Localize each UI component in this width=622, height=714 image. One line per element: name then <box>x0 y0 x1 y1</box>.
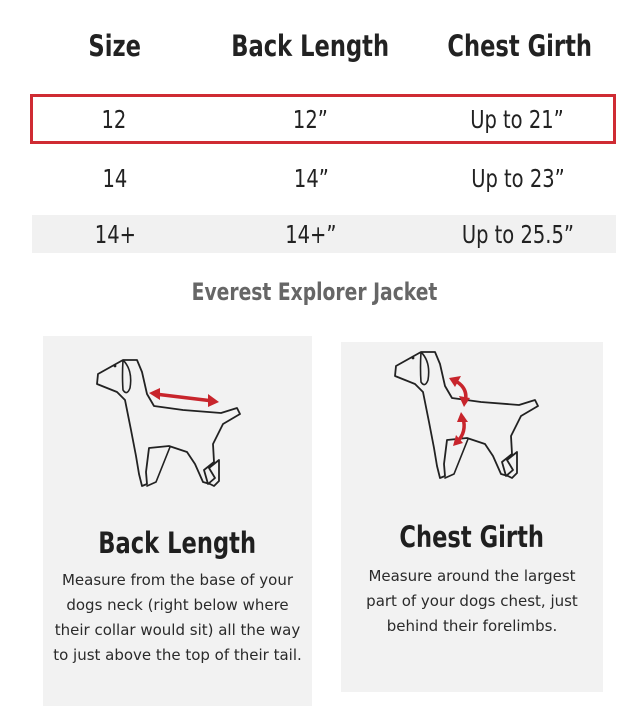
cell-back-length: 14” <box>293 163 329 193</box>
header-size: Size <box>88 29 142 63</box>
chest-girth-heading: Chest Girth <box>399 520 545 554</box>
cell-size: 12 <box>101 104 127 134</box>
chest-girth-panel <box>341 342 603 692</box>
dog-back-length-icon <box>43 336 312 526</box>
cell-back-length: 14+” <box>285 219 337 249</box>
cell-chest-girth: Up to 21” <box>470 104 564 134</box>
cell-back-length: 12” <box>292 104 328 134</box>
cell-chest-girth: Up to 23” <box>471 163 565 193</box>
product-title: Everest Explorer Jacket <box>192 278 438 306</box>
header-back-length: Back Length <box>231 29 389 63</box>
chest-girth-description: Measure around the largest part of your dogs chest, just behind their forelimbs. <box>366 567 578 635</box>
cell-chest-girth: Up to 25.5” <box>461 219 575 249</box>
table-row <box>32 159 616 197</box>
table-row-selected <box>30 94 616 144</box>
dog-chest-girth-icon <box>341 342 603 522</box>
cell-size: 14+ <box>94 219 136 249</box>
back-length-heading: Back Length <box>98 526 257 560</box>
back-length-description: Measure from the base of your dogs neck (right below where their collar would sit) all the way to just above the top of their tail. <box>53 571 302 664</box>
cell-size: 14 <box>102 163 128 193</box>
table-row <box>32 215 616 253</box>
back-length-panel <box>43 336 312 706</box>
header-chest-girth: Chest Girth <box>447 29 593 63</box>
